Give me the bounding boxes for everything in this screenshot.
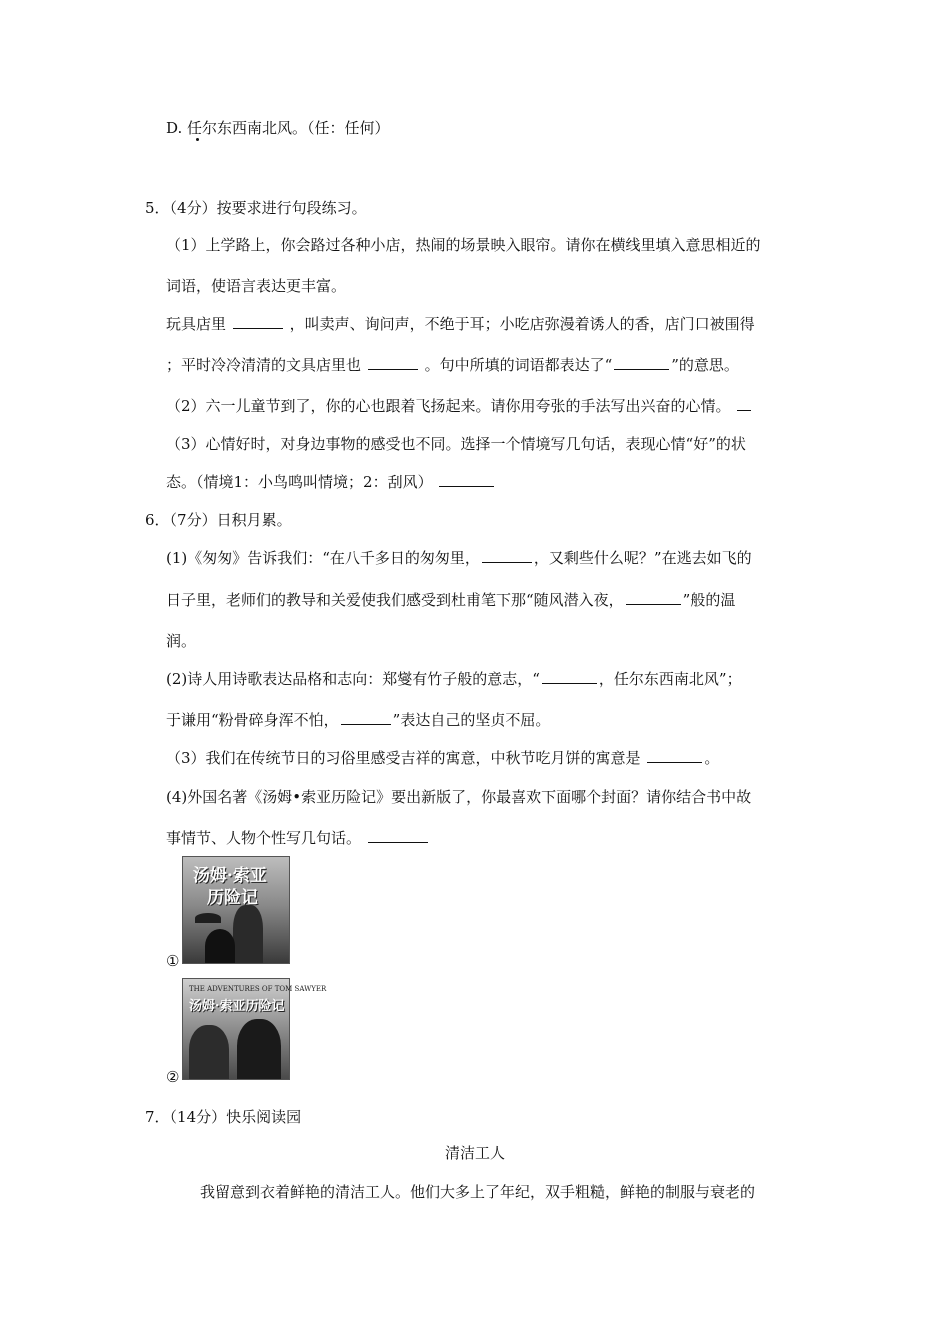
q6-text: ，任尔东西南北风”；	[598, 670, 742, 688]
option-d-text: 任尔东西南北风。（任：任何）	[187, 119, 390, 137]
q6-text: 于谦用“粉骨碎身浑不怕，	[166, 711, 339, 729]
cover-1-label: ①	[166, 952, 180, 970]
passage-line: 我留意到衣着鲜艳的清洁工人。他们大多上了年纪，双手粗糙，鲜艳的制服与衰老的	[200, 1183, 756, 1201]
q5-text: ”的意思。	[671, 356, 739, 374]
answer-blank[interactable]	[439, 472, 494, 487]
q6-p4-line1: (4)外国名著《汤姆•索亚历险记》要出新版了，你最喜欢下面哪个封面？请你结合书中故	[166, 788, 752, 806]
bat-shape	[195, 913, 221, 923]
q5-text: 。句中所填的词语都表达了“	[424, 356, 613, 374]
answer-blank[interactable]	[647, 748, 702, 763]
answer-blank[interactable]	[341, 710, 391, 725]
q6-text: ，又剩些什么呢？”在逃去如飞的	[533, 549, 752, 567]
q6-text: 日子里，老师们的教导和关爱使我们感受到杜甫笔下那“随风潜入夜，	[166, 591, 624, 609]
answer-blank[interactable]	[614, 355, 669, 370]
book-cover-2[interactable]	[182, 978, 327, 1080]
q5-p1-line2: 词语，使语言表达更丰富。	[166, 277, 347, 295]
figure-shape	[189, 1025, 229, 1079]
answer-blank[interactable]	[737, 396, 751, 411]
emphasis-dot	[196, 138, 199, 141]
q5-text: （2）六一儿童节到了，你的心也跟着飞扬起来。请你用夸张的手法写出兴奋的心情。	[166, 397, 731, 415]
cover-2-label: ②	[166, 1068, 180, 1086]
q5-p1-line4	[166, 355, 739, 375]
q5-text: ；平时冷冷清清的文具店里也	[166, 356, 362, 374]
cover-2-subtitle: THE ADVENTURES OF TOM SAWYER	[189, 985, 327, 993]
q5-text: 态。（情境1：小鸟鸣叫情境；2：刮风）	[166, 473, 433, 491]
figure-shape	[205, 929, 235, 963]
q6-p4-line2	[166, 828, 430, 848]
q6-p1-line2	[166, 590, 735, 610]
q6-text: (1)《匆匆》告诉我们：“在八千多日的匆匆里，	[166, 549, 480, 567]
q5-p2	[166, 396, 753, 416]
q6-text: 。	[704, 749, 720, 767]
answer-blank[interactable]	[482, 548, 532, 563]
answer-blank[interactable]	[626, 590, 681, 605]
answer-blank[interactable]	[233, 314, 283, 329]
option-d	[166, 118, 390, 138]
q6-p2-line1	[166, 669, 742, 689]
answer-blank[interactable]	[368, 355, 418, 370]
passage-title: 清洁工人	[444, 1144, 505, 1162]
q6-text: （3）我们在传统节日的习俗里感受吉祥的寓意，中秋节吃月饼的寓意是	[166, 749, 641, 767]
q5-p3-line1: （3）心情好时，对身边事物的感受也不同。选择一个情境写几句话，表现心情“好”的状	[166, 435, 746, 453]
q6-title: 6．（7分）日积月累。	[145, 511, 292, 529]
book-cover-1[interactable]	[182, 856, 290, 964]
q6-text: ”表达自己的坚贞不屈。	[392, 711, 551, 729]
cover-1-title-line2: 历险记	[207, 888, 258, 908]
q6-p2-line2	[166, 710, 550, 730]
answer-blank[interactable]	[368, 828, 428, 843]
q5-title: 5．（4分）按要求进行句段练习。	[145, 199, 367, 217]
q5-p1-line3	[166, 314, 755, 334]
q6-text: ”般的温	[682, 591, 736, 609]
cover-2-title: 汤姆·索亚历险记	[189, 999, 285, 1014]
q6-text: (2)诗人用诗歌表达品格和志向：郑燮有竹子般的意志，“	[166, 670, 540, 688]
q6-p1-line3: 润。	[166, 632, 197, 650]
q5-text: 玩具店里	[166, 315, 227, 333]
q6-p3	[166, 748, 719, 768]
q5-text: ，叫卖声、询问声，不绝于耳；小吃店弥漫着诱人的香，店门口被围得	[289, 315, 755, 333]
q7-title: 7．（14分）快乐阅读园	[145, 1108, 302, 1126]
q6-text: 事情节、人物个性写几句话。	[166, 829, 362, 847]
q5-p1-line1: （1）上学路上，你会路过各种小店，热闹的场景映入眼帘。请你在横线里填入意思相近的	[166, 236, 761, 254]
q5-p3-line2	[166, 472, 496, 492]
figure-shape	[233, 905, 263, 963]
cover-1-title-line1: 汤姆·索亚	[193, 866, 267, 886]
figure-shape	[237, 1019, 281, 1079]
option-d-letter: D.	[166, 119, 183, 137]
q6-p1-line1	[166, 548, 752, 568]
answer-blank[interactable]	[542, 669, 597, 684]
